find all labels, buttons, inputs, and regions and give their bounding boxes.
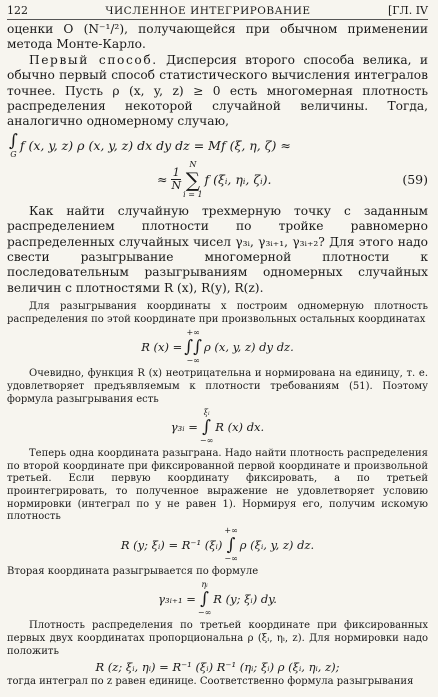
eq59-right: f (ξᵢ, ηᵢ, ζᵢ).	[204, 172, 272, 188]
equation-4: R (y; ξᵢ) = R⁻¹ (ξᵢ) +∞ ∫ −∞ ρ (ξᵢ, y, z) dz.	[120, 525, 315, 563]
equation-number: (59)	[402, 172, 428, 188]
page-number: 122	[7, 4, 28, 17]
integral-sign: ηᵢ ∫ −∞	[197, 580, 212, 618]
paragraph-4: Очевидно, функция R (x) неотрицательна и нормирована на единицу, т. е. удовлетворяет предъявляемым к плотности требованиям (51). Поэтому формула разыгрывания есть	[7, 368, 428, 405]
double-integral-sign: +∞ ∫∫ −∞	[184, 328, 202, 366]
paragraph-2: Как найти случайную трехмерную точку с заданным распределением плотности по тройке равномерно распределенных случайных чисел γ₃ᵢ, γ₃ᵢ₊₁, γ₃ᵢ₊₂? Для этого надо свести разыгрывание многомерной плотности к последовательным разыгрываниям одномерных случайных величин с плотностями R (x), R(y), R(z).	[7, 203, 428, 295]
fraction: $\frac{1}{N}$	[171, 166, 182, 193]
integral-sign: ξᵢ ∫ −∞	[199, 408, 214, 446]
equation-3: γ₃ᵢ = ξᵢ ∫ −∞ R (x) dx.	[170, 408, 265, 446]
paragraph-1	[7, 53, 428, 130]
method-lead: Первый способ.	[29, 52, 158, 67]
paragraph-5: Теперь одна координата разыграна. Надо найти плотность распределения по второй координате при фиксированной первой координате и произвольной третьей. Если первую координату фиксировать, а по третьей проинтегрировать, то полученное выражение не удовлетворяет условию нормировки (интеграл по y не равен 1). Нормируя его, получим искомую плотность	[7, 448, 428, 523]
equation-6: R (z; ξᵢ, ηᵢ) = R⁻¹ (ξᵢ) R⁻¹ (ηᵢ; ξᵢ) ρ (ξᵢ, ηᵢ, z);	[95, 660, 340, 675]
equation-59-line-2: ≈ $\frac{1}{N}$ N ∑ i = 1 f (ξᵢ, ηᵢ, ζᵢ). (59)	[157, 159, 428, 199]
equation-5: γ₃ᵢ₊₁ = ηᵢ ∫ −∞ R (y; ξᵢ) dy.	[158, 580, 277, 618]
equation-59-line-1	[7, 132, 428, 160]
paragraph-1-body: Дисперсия второго способа велика, и обычно первый способ статистического вычисления интегралов точнее. Пусть ρ (x, y, z) ≥ 0 есть многомерная плотность распределения некоторой случайной величины. Тогда, аналогично одномерному случаю,	[7, 52, 429, 129]
eq59-left: f (x, y, z) ρ (x, y, z) dx dy dz = Mf (ξ, η, ζ) ≈	[19, 138, 291, 154]
paragraph-0: оценки O (N⁻¹/²), получающейся при обычном применении метода Монте-Карло.	[7, 22, 428, 52]
sum-sign: N ∑ i = 1	[183, 159, 203, 199]
running-title: ЧИСЛЕННОЕ ИНТЕГРИРОВАНИЕ	[105, 5, 311, 17]
running-header	[7, 4, 428, 20]
equation-2: R (x) = +∞ ∫∫ −∞ ρ (x, y, z) dy dz.	[141, 328, 294, 366]
paragraph-8: тогда интеграл по z равен единице. Соответственно формула разыгрывания	[7, 676, 414, 688]
paragraph-7: Плотность распределения по третьей координате при фиксированных первых двух координатах пропорциональна ρ (ξᵢ, ηᵢ, z). Для нормировки надо положить	[7, 620, 428, 657]
paragraph-3: Для разыгрывания координаты x построим одномерную плотность распределения по этой координате при произвольных остальных координатах	[7, 301, 428, 325]
chapter-label: [ГЛ. IV	[387, 4, 428, 17]
integral-sign: ∫ G	[9, 130, 18, 159]
paragraph-6: Вторая координата разыгрывается по формуле	[7, 565, 259, 577]
integral-sign: +∞ ∫ −∞	[224, 525, 238, 563]
